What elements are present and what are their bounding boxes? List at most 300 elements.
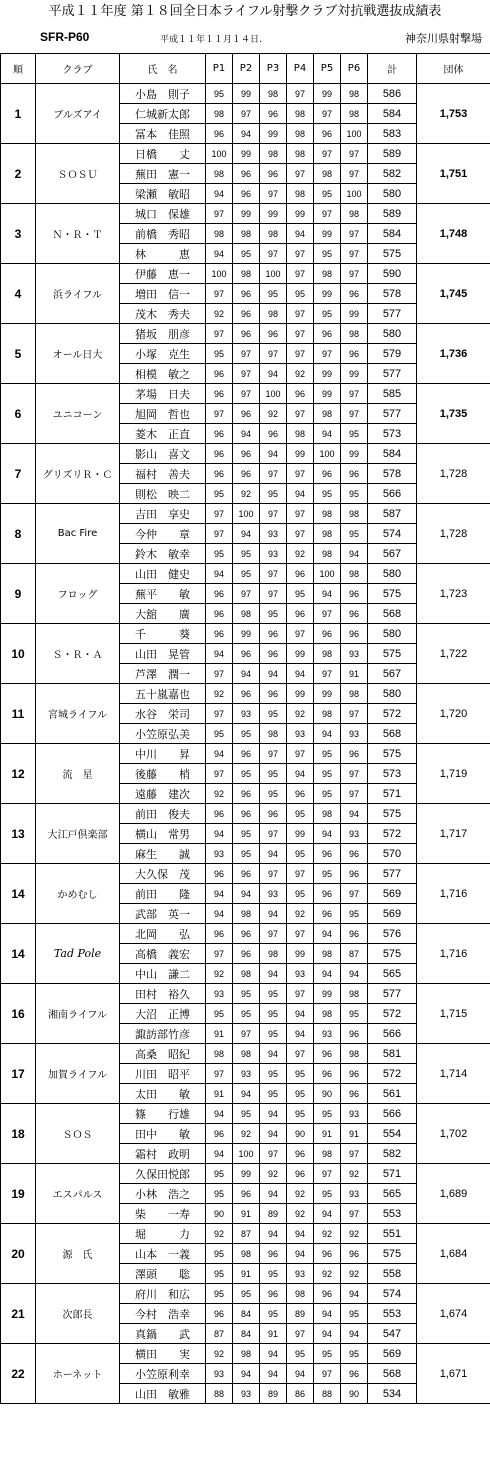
shooter-total: 577	[368, 404, 417, 424]
series-score-p5: 97	[314, 1164, 341, 1184]
shooter-name: 鈴木 敏幸	[120, 544, 206, 564]
team-total: 1,745	[417, 264, 490, 324]
series-score-p6: 97	[341, 704, 368, 724]
series-score-p2: 98	[233, 1244, 260, 1264]
series-score-p5: 96	[314, 904, 341, 924]
shooter-total: 575	[368, 944, 417, 964]
shooter-total: 561	[368, 1084, 417, 1104]
series-score-p2: 95	[233, 1104, 260, 1124]
series-score-p5: 94	[314, 724, 341, 744]
shooter-name: 今村 浩幸	[120, 1304, 206, 1324]
series-score-p6: 97	[341, 884, 368, 904]
series-score-p1: 91	[206, 1024, 233, 1044]
shooter-name: 前橋 秀昭	[120, 224, 206, 244]
series-score-p1: 96	[206, 384, 233, 404]
shooter-total: 566	[368, 1024, 417, 1044]
series-score-p2: 95	[233, 1004, 260, 1024]
series-score-p2: 95	[233, 824, 260, 844]
series-score-p2: 93	[233, 1064, 260, 1084]
series-score-p6: 94	[341, 1324, 368, 1344]
series-score-p4: 93	[287, 964, 314, 984]
series-score-p5: 95	[314, 1104, 341, 1124]
series-score-p2: 96	[233, 744, 260, 764]
team-total: 1,728	[417, 444, 490, 504]
shooter-name: 大舘 廣	[120, 604, 206, 624]
series-score-p1: 100	[206, 264, 233, 284]
series-score-p1: 96	[206, 864, 233, 884]
shooter-total: 575	[368, 1244, 417, 1264]
series-score-p2: 92	[233, 1124, 260, 1144]
series-score-p5: 94	[314, 824, 341, 844]
series-score-p1: 95	[206, 1244, 233, 1264]
series-score-p6: 95	[341, 1004, 368, 1024]
series-score-p1: 98	[206, 104, 233, 124]
shooter-total: 553	[368, 1204, 417, 1224]
series-score-p4: 89	[287, 1304, 314, 1324]
table-row	[1, 324, 490, 344]
series-score-p1: 93	[206, 984, 233, 1004]
series-score-p4: 97	[287, 864, 314, 884]
series-score-p1: 97	[206, 524, 233, 544]
club-name: ユニコーン	[36, 384, 120, 444]
series-score-p4: 95	[287, 284, 314, 304]
series-score-p4: 95	[287, 1064, 314, 1084]
series-score-p5: 95	[314, 764, 341, 784]
shooter-total: 565	[368, 964, 417, 984]
team-rank: 11	[1, 684, 36, 744]
series-score-p5: 92	[314, 1264, 341, 1284]
team-total: 1,735	[417, 384, 490, 444]
shooter-name: 遠藤 建次	[120, 784, 206, 804]
series-score-p4: 99	[287, 444, 314, 464]
series-score-p6: 98	[341, 504, 368, 524]
shooter-total: 566	[368, 1104, 417, 1124]
shooter-total: 581	[368, 1044, 417, 1064]
club-name: Bac Fire	[36, 504, 120, 564]
series-score-p5: 98	[314, 544, 341, 564]
series-score-p2: 92	[233, 484, 260, 504]
series-score-p3: 97	[260, 1144, 287, 1164]
series-score-p1: 95	[206, 484, 233, 504]
series-score-p6: 94	[341, 804, 368, 824]
series-score-p1: 95	[206, 1184, 233, 1204]
series-score-p2: 96	[233, 864, 260, 884]
series-score-p4: 93	[287, 1264, 314, 1284]
column-header-p3: P3	[260, 54, 287, 84]
team-rank: 12	[1, 744, 36, 804]
series-score-p3: 93	[260, 544, 287, 564]
series-score-p6: 99	[341, 444, 368, 464]
series-score-p4: 97	[287, 404, 314, 424]
series-score-p3: 96	[260, 424, 287, 444]
series-score-p5: 98	[314, 164, 341, 184]
team-total: 1,689	[417, 1164, 490, 1224]
shooter-total: 587	[368, 504, 417, 524]
series-score-p3: 89	[260, 1204, 287, 1224]
series-score-p4: 97	[287, 324, 314, 344]
series-score-p2: 96	[233, 924, 260, 944]
series-score-p3: 94	[260, 1364, 287, 1384]
team-total: 1,722	[417, 624, 490, 684]
team-rank: 17	[1, 1044, 36, 1104]
shooter-name: 蕪田 憲一	[120, 164, 206, 184]
series-score-p6: 98	[341, 324, 368, 344]
series-score-p6: 96	[341, 1364, 368, 1384]
series-score-p2: 100	[233, 504, 260, 524]
series-score-p6: 98	[341, 204, 368, 224]
series-score-p5: 100	[314, 564, 341, 584]
shooter-total: 554	[368, 1124, 417, 1144]
series-score-p4: 94	[287, 664, 314, 684]
series-score-p3: 100	[260, 384, 287, 404]
series-score-p2: 96	[233, 684, 260, 704]
series-score-p1: 94	[206, 884, 233, 904]
series-score-p2: 95	[233, 764, 260, 784]
shooter-name: 芦澤 潤一	[120, 664, 206, 684]
series-score-p1: 97	[206, 504, 233, 524]
venue-name: 神奈川県射撃場	[405, 32, 482, 45]
series-score-p6: 96	[341, 864, 368, 884]
series-score-p5: 97	[314, 104, 341, 124]
shooter-total: 577	[368, 364, 417, 384]
series-score-p5: 95	[314, 1344, 341, 1364]
series-score-p5: 94	[314, 424, 341, 444]
series-score-p4: 96	[287, 1164, 314, 1184]
series-score-p2: 98	[233, 604, 260, 624]
shooter-total: 589	[368, 144, 417, 164]
series-score-p1: 97	[206, 404, 233, 424]
series-score-p4: 96	[287, 384, 314, 404]
series-score-p4: 95	[287, 804, 314, 824]
shooter-name: 林 恵	[120, 244, 206, 264]
team-total: 1,753	[417, 84, 490, 144]
club-name: オール日大	[36, 324, 120, 384]
series-score-p6: 96	[341, 284, 368, 304]
shooter-name: 小笠原利幸	[120, 1364, 206, 1384]
series-score-p3: 95	[260, 1024, 287, 1044]
series-score-p6: 96	[341, 1064, 368, 1084]
shooter-total: 576	[368, 924, 417, 944]
series-score-p6: 96	[341, 744, 368, 764]
shooter-total: 575	[368, 644, 417, 664]
series-score-p4: 93	[287, 724, 314, 744]
series-score-p3: 96	[260, 804, 287, 824]
series-score-p1: 100	[206, 144, 233, 164]
series-score-p1: 93	[206, 1364, 233, 1384]
shooter-total: 572	[368, 704, 417, 724]
series-score-p1: 96	[206, 364, 233, 384]
shooter-name: 中山 謙二	[120, 964, 206, 984]
series-score-p3: 99	[260, 204, 287, 224]
team-rank: 1	[1, 84, 36, 144]
shooter-total: 568	[368, 1364, 417, 1384]
series-score-p5: 99	[314, 384, 341, 404]
series-score-p1: 95	[206, 544, 233, 564]
team-total: 1,716	[417, 864, 490, 924]
table-row	[1, 924, 490, 944]
club-name: ＳＯＳ	[36, 1104, 120, 1164]
shooter-total: 580	[368, 684, 417, 704]
shooter-total: 547	[368, 1324, 417, 1344]
series-score-p6: 96	[341, 1024, 368, 1044]
table-row	[1, 864, 490, 884]
shooter-name: 千 葵	[120, 624, 206, 644]
shooter-name: 田中 敏	[120, 1124, 206, 1144]
series-score-p2: 96	[233, 404, 260, 424]
series-score-p5: 97	[314, 144, 341, 164]
shooter-total: 580	[368, 184, 417, 204]
shooter-total: 558	[368, 1264, 417, 1284]
series-score-p1: 94	[206, 744, 233, 764]
header-row	[1, 54, 490, 84]
series-score-p3: 97	[260, 184, 287, 204]
series-score-p4: 97	[287, 304, 314, 324]
shooter-name: 小林 浩之	[120, 1184, 206, 1204]
series-score-p6: 96	[341, 464, 368, 484]
club-name: グリズリＲ・Ｃ	[36, 444, 120, 504]
series-score-p4: 94	[287, 1364, 314, 1384]
shooter-name: 蕪平 敏	[120, 584, 206, 604]
team-total: 1,736	[417, 324, 490, 384]
shooter-total: 573	[368, 764, 417, 784]
team-rank: 22	[1, 1344, 36, 1404]
shooter-name: 前田 俊夫	[120, 804, 206, 824]
shooter-total: 582	[368, 164, 417, 184]
club-name: かめむし	[36, 864, 120, 924]
series-score-p5: 88	[314, 1384, 341, 1404]
series-score-p6: 100	[341, 184, 368, 204]
series-score-p1: 97	[206, 764, 233, 784]
series-score-p4: 97	[287, 624, 314, 644]
team-total: 1,717	[417, 804, 490, 864]
series-score-p2: 96	[233, 944, 260, 964]
series-score-p2: 94	[233, 124, 260, 144]
team-total: 1,751	[417, 144, 490, 204]
series-score-p4: 92	[287, 544, 314, 564]
column-header-name: 氏 名	[120, 54, 206, 84]
series-score-p1: 95	[206, 1164, 233, 1184]
club-name: 大江戸倶楽部	[36, 804, 120, 864]
shooter-name: 茂木 秀夫	[120, 304, 206, 324]
series-score-p4: 97	[287, 1044, 314, 1064]
shooter-name: 横山 常男	[120, 824, 206, 844]
series-score-p3: 94	[260, 1104, 287, 1124]
table-row	[1, 444, 490, 464]
series-score-p3: 97	[260, 584, 287, 604]
series-score-p2: 91	[233, 1264, 260, 1284]
series-score-p2: 98	[233, 224, 260, 244]
shooter-total: 580	[368, 624, 417, 644]
club-name: 流 星	[36, 744, 120, 804]
series-score-p5: 99	[314, 984, 341, 1004]
series-score-p6: 97	[341, 244, 368, 264]
series-score-p2: 95	[233, 244, 260, 264]
shooter-name: 茅場 日夫	[120, 384, 206, 404]
series-score-p5: 94	[314, 964, 341, 984]
series-score-p6: 96	[341, 344, 368, 364]
series-score-p6: 99	[341, 304, 368, 324]
series-score-p2: 96	[233, 164, 260, 184]
series-score-p4: 90	[287, 1124, 314, 1144]
series-score-p6: 95	[341, 1344, 368, 1364]
shooter-name: 小塚 克生	[120, 344, 206, 364]
series-score-p3: 95	[260, 284, 287, 304]
series-score-p3: 94	[260, 904, 287, 924]
series-score-p3: 98	[260, 84, 287, 104]
shooter-name: 冨本 佳照	[120, 124, 206, 144]
series-score-p5: 99	[314, 224, 341, 244]
series-score-p5: 95	[314, 304, 341, 324]
series-score-p1: 96	[206, 584, 233, 604]
team-total: 1,671	[417, 1344, 490, 1404]
series-score-p5: 95	[314, 184, 341, 204]
shooter-total: 569	[368, 1344, 417, 1364]
shooter-total: 567	[368, 664, 417, 684]
series-score-p2: 94	[233, 524, 260, 544]
shooter-total: 569	[368, 884, 417, 904]
series-score-p5: 97	[314, 204, 341, 224]
series-score-p5: 98	[314, 1144, 341, 1164]
series-score-p2: 97	[233, 104, 260, 124]
series-score-p5: 98	[314, 944, 341, 964]
series-score-p6: 92	[341, 1224, 368, 1244]
series-score-p4: 97	[287, 524, 314, 544]
series-score-p4: 98	[287, 424, 314, 444]
series-score-p2: 99	[233, 144, 260, 164]
club-name: ホーネット	[36, 1344, 120, 1404]
series-score-p2: 98	[233, 264, 260, 284]
page-title: 平成１１年度 第１８回全日本ライフル射撃クラブ対抗戦選抜成績表	[48, 4, 442, 19]
column-header-p4: P4	[287, 54, 314, 84]
series-score-p6: 96	[341, 924, 368, 944]
series-score-p1: 96	[206, 464, 233, 484]
series-score-p1: 94	[206, 824, 233, 844]
series-score-p1: 97	[206, 664, 233, 684]
series-score-p2: 98	[233, 1344, 260, 1364]
series-score-p3: 96	[260, 324, 287, 344]
series-score-p6: 93	[341, 824, 368, 844]
series-score-p5: 96	[314, 464, 341, 484]
shooter-name: 相模 敏之	[120, 364, 206, 384]
series-score-p6: 97	[341, 1144, 368, 1164]
series-score-p2: 84	[233, 1324, 260, 1344]
series-score-p1: 98	[206, 224, 233, 244]
series-score-p5: 96	[314, 124, 341, 144]
series-score-p6: 95	[341, 424, 368, 444]
shooter-total: 577	[368, 304, 417, 324]
shooter-total: 583	[368, 124, 417, 144]
series-score-p1: 92	[206, 964, 233, 984]
series-score-p5: 91	[314, 1124, 341, 1144]
shooter-total: 579	[368, 344, 417, 364]
series-score-p2: 95	[233, 844, 260, 864]
table-row	[1, 144, 490, 164]
series-score-p4: 97	[287, 744, 314, 764]
series-score-p3: 94	[260, 444, 287, 464]
shooter-name: 城口 保雄	[120, 204, 206, 224]
series-score-p2: 99	[233, 204, 260, 224]
series-score-p6: 91	[341, 664, 368, 684]
series-score-p1: 98	[206, 1044, 233, 1064]
series-score-p5: 97	[314, 344, 341, 364]
series-score-p6: 96	[341, 584, 368, 604]
series-score-p3: 95	[260, 1304, 287, 1324]
table-row	[1, 84, 490, 104]
table-row	[1, 1164, 490, 1184]
series-score-p3: 94	[260, 1044, 287, 1064]
series-score-p3: 95	[260, 764, 287, 784]
series-score-p1: 95	[206, 1284, 233, 1304]
series-score-p6: 95	[341, 484, 368, 504]
shooter-total: 566	[368, 484, 417, 504]
shooter-name: 則松 映二	[120, 484, 206, 504]
series-score-p4: 99	[287, 944, 314, 964]
series-score-p4: 98	[287, 124, 314, 144]
series-score-p1: 94	[206, 1104, 233, 1124]
series-score-p6: 98	[341, 1044, 368, 1064]
series-score-p1: 96	[206, 924, 233, 944]
series-score-p3: 94	[260, 1184, 287, 1204]
results-body	[1, 84, 490, 1404]
series-score-p3: 98	[260, 944, 287, 964]
shooter-total: 580	[368, 324, 417, 344]
team-rank: 10	[1, 624, 36, 684]
column-header-club: クラブ	[36, 54, 120, 84]
series-score-p3: 96	[260, 684, 287, 704]
table-row	[1, 264, 490, 284]
series-score-p1: 96	[206, 604, 233, 624]
series-score-p5: 97	[314, 1364, 341, 1384]
series-score-p3: 95	[260, 984, 287, 1004]
team-rank: 20	[1, 1224, 36, 1284]
series-score-p4: 95	[287, 884, 314, 904]
shooter-name: 山本 一義	[120, 1244, 206, 1264]
series-score-p6: 96	[341, 604, 368, 624]
column-header-total: 計	[368, 54, 417, 84]
shooter-total: 577	[368, 864, 417, 884]
series-score-p4: 97	[287, 164, 314, 184]
series-score-p6: 91	[341, 1124, 368, 1144]
series-score-p3: 97	[260, 924, 287, 944]
series-score-p1: 97	[206, 204, 233, 224]
series-score-p6: 97	[341, 384, 368, 404]
series-score-p2: 97	[233, 384, 260, 404]
series-score-p1: 88	[206, 1384, 233, 1404]
series-score-p6: 95	[341, 904, 368, 924]
shooter-name: 横田 実	[120, 1344, 206, 1364]
series-score-p5: 97	[314, 604, 341, 624]
series-score-p1: 92	[206, 1344, 233, 1364]
series-score-p6: 98	[341, 104, 368, 124]
club-name: 湘南ライフル	[36, 984, 120, 1044]
club-name: Ｓ・Ｒ・Ａ	[36, 624, 120, 684]
table-row	[1, 384, 490, 404]
series-score-p2: 94	[233, 1364, 260, 1384]
series-score-p6: 95	[341, 524, 368, 544]
team-total: 1,702	[417, 1104, 490, 1164]
table-row	[1, 804, 490, 824]
shooter-total: 568	[368, 724, 417, 744]
series-score-p3: 98	[260, 224, 287, 244]
series-score-p3: 97	[260, 504, 287, 524]
shooter-total: 590	[368, 264, 417, 284]
series-score-p4: 97	[287, 344, 314, 364]
series-score-p6: 90	[341, 1384, 368, 1404]
shooter-total: 575	[368, 744, 417, 764]
series-score-p3: 97	[260, 464, 287, 484]
team-rank: 16	[1, 984, 36, 1044]
shooter-name: 篠 行雄	[120, 1104, 206, 1124]
